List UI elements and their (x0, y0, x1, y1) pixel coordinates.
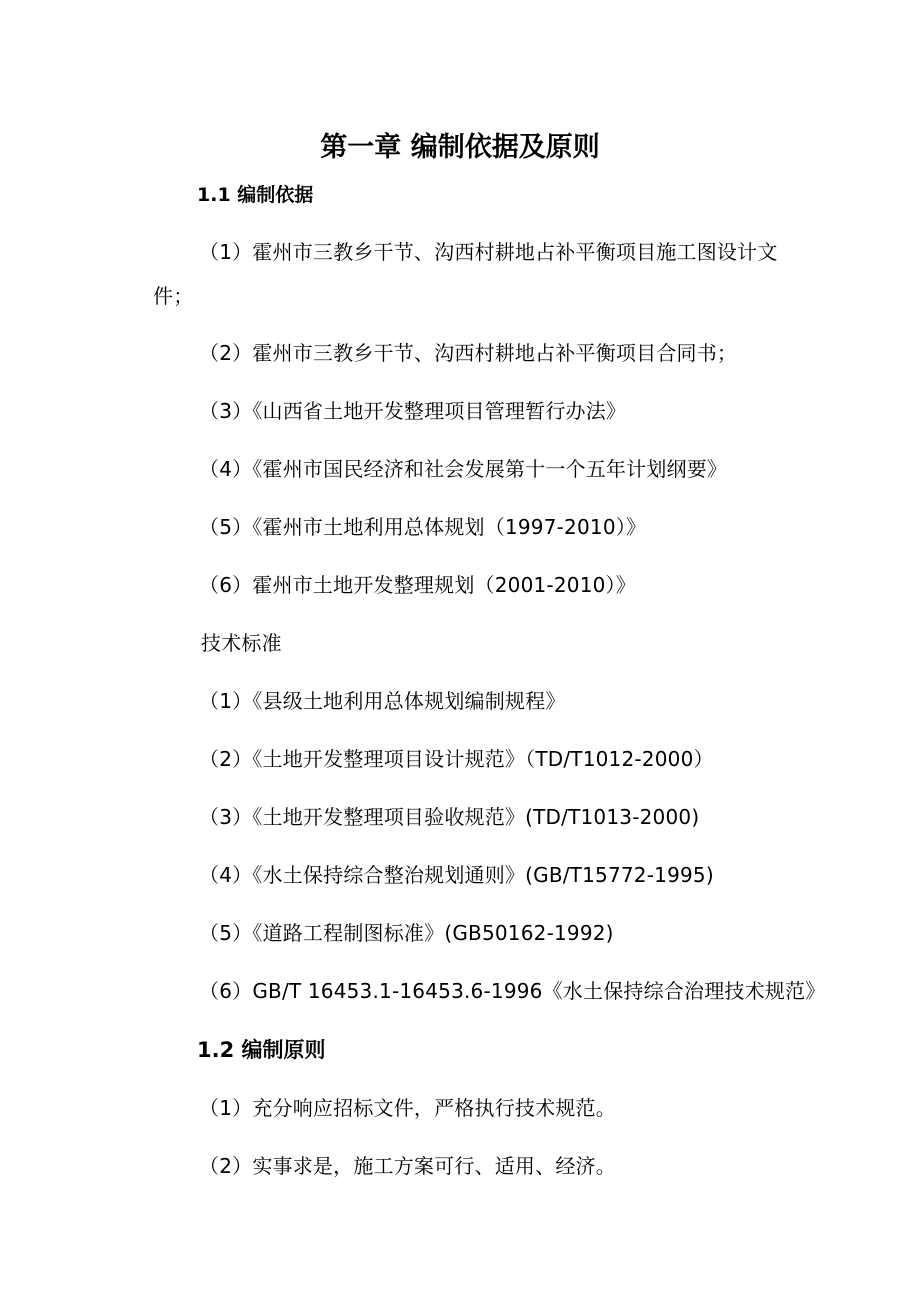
standard-item-5: （5）《道路工程制图标准》(GB50162-1992) (199, 921, 614, 945)
basis-item-6: （6）霍州市土地开发整理规划（2001-2010）》 (199, 573, 636, 597)
standards-label: 技术标准 (201, 631, 282, 655)
standard-item-1: （1）《县级土地利用总体规划编制规程》 (199, 689, 566, 713)
basis-item-3: （3）《山西省土地开发整理项目管理暂行办法》 (199, 399, 627, 423)
standard-item-4: （4）《水土保持综合整治规划通则》(GB/T15772-1995) (199, 863, 714, 887)
standard-item-2: （2）《土地开发整理项目设计规范》（TD/T1012-2000） (199, 747, 714, 771)
basis-item-1-continuation: 件； (153, 284, 194, 308)
basis-item-5: （5）《霍州市土地利用总体规划（1997-2010）》 (199, 515, 647, 539)
basis-item-4: （4）《霍州市国民经济和社会发展第十一个五年计划纲要》 (199, 457, 728, 481)
principle-item-2: （2）实事求是，施工方案可行、适用、经济。 (199, 1154, 616, 1178)
chapter-title: 第一章 编制依据及原则 (320, 132, 600, 163)
section-1-2-heading: 1.2 编制原则 (197, 1038, 326, 1062)
basis-item-1: （1）霍州市三教乡干节、沟西村耕地占补平衡项目施工图设计文 (199, 240, 778, 264)
standard-item-3: （3）《土地开发整理项目验收规范》(TD/T1013-2000) (199, 805, 700, 829)
standard-item-6: （6）GB/T 16453.1-16453.6-1996《水土保持综合治理技术规范》 (199, 979, 826, 1003)
section-1-1-heading: 1.1 编制依据 (197, 184, 314, 206)
basis-item-2: （2）霍州市三教乡干节、沟西村耕地占补平衡项目合同书； (199, 341, 738, 365)
principle-item-1: （1）充分响应招标文件，严格执行技术规范。 (199, 1096, 616, 1120)
